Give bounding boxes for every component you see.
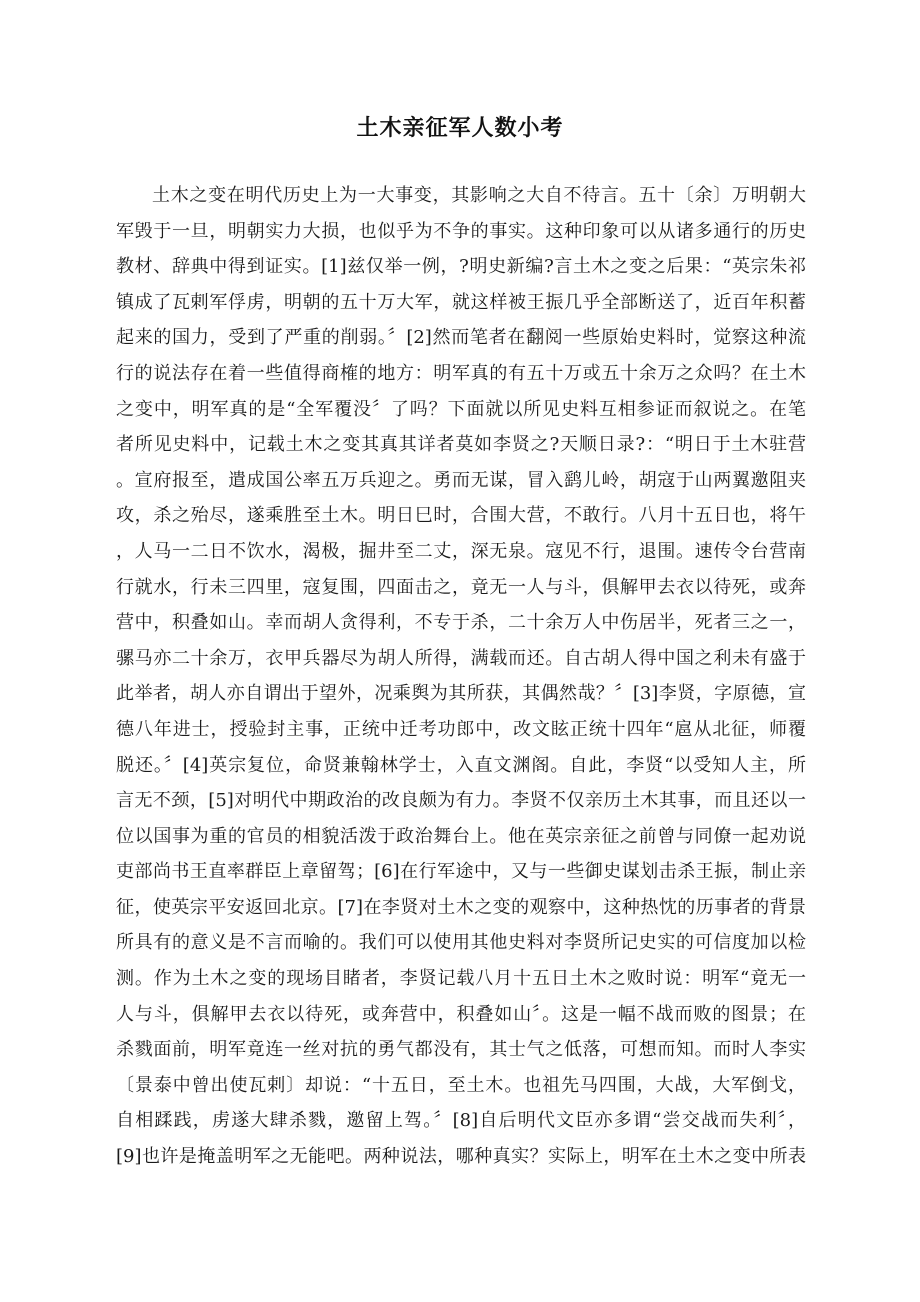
text-line: 起来的国力，受到了严重的削弱。〞[2]然而笔者在翻阅一些原始史料时，觉察这种流 bbox=[116, 327, 806, 349]
text-line: 行就水，行未三四里，寇复围，四面击之，竟无一人与斗，俱解甲去衣以待死，或奔 bbox=[116, 576, 806, 598]
text-line: 营中，积叠如山。幸而胡人贪得利，不专于杀，二十余万人中伤居半，死者三之一， bbox=[116, 612, 806, 634]
text-line: 军毁于一旦，明朝实力大损，也似乎为不争的事实。这种印象可以从诸多通行的历史 bbox=[116, 220, 806, 242]
text-line: 镇成了瓦剌军俘虏，明朝的五十万大军，就这样被王振几乎全部断送了，近百年积蓄 bbox=[116, 291, 806, 313]
text-line: 之变中，明军真的是“全军覆没〞了吗？下面就以所见史料互相参证而叙说之。在笔 bbox=[116, 398, 806, 420]
text-line: 自相蹂践，虏遂大肆杀戮，邀留上驾。〞[8]自后明代文臣亦多谓“尝交战而失利〞， bbox=[116, 1110, 806, 1132]
text-line: 言无不颈，[5]对明代中期政治的改良颇为有力。李贤不仅亲历土木其事，而且还以一 bbox=[116, 790, 806, 812]
text-line: 脱还。〞[4]英宗复位，命贤兼翰林学士，入直文渊阁。自此，李贤“以受知人主，所 bbox=[116, 754, 806, 776]
text-line: 吏部尚书王直率群臣上章留驾；[6]在行军途中，又与一些御史谋划击杀王振，制止亲 bbox=[116, 861, 806, 883]
text-line: 杀戮面前，明军竟连一丝对抗的勇气都没有，其士气之低落，可想而知。而时人李实 bbox=[116, 1039, 806, 1061]
text-line: ，人马一二日不饮水，渴极，掘井至二丈，深无泉。寇见不行，退围。速传令台营南 bbox=[116, 540, 806, 562]
text-line: 此举者，胡人亦自谓出于望外，况乘舆为其所获，其偶然哉？〞[3]李贤，字原德，宣 bbox=[116, 683, 806, 705]
text-line: 人与斗，俱解甲去衣以待死，或奔营中，积叠如山〞。这是一幅不战而败的图景；在 bbox=[116, 1003, 806, 1025]
text-line: 教材、辞典中得到证实。[1]兹仅举一例，?明史新编?言土木之变之后果：“英宗朱祁 bbox=[116, 256, 806, 278]
text-line: 所具有的意义是不言而喻的。我们可以使用其他史料对李贤所记史实的可信度加以检 bbox=[116, 932, 806, 954]
document-title: 土木亲征军人数小考 bbox=[356, 115, 564, 141]
text-line: 者所见史料中，记载土木之变其真其详者莫如李贤之?天顺日录?：“明日于土木驻营 bbox=[116, 434, 806, 456]
text-line: 行的说法存在着一些值得商榷的地方：明军真的有五十万或五十余万之众吗？在土木 bbox=[116, 362, 806, 384]
text-line: 测。作为土木之变的现场目睹者，李贤记载八月十五日土木之败时说：明军“竟无一 bbox=[116, 968, 806, 990]
text-line: 土木之变在明代历史上为一大事变，其影响之大自不待言。五十〔余〕万明朝大 bbox=[152, 185, 806, 206]
text-line: 〔景泰中曾出使瓦剌〕却说：“十五日，至土木。也祖先马四围，大战，大军倒戈， bbox=[116, 1074, 806, 1096]
text-line: 德八年进士，授验封主事，正统中迁考功郎中，改文眩正统十四年“扈从北征，师覆 bbox=[116, 718, 806, 740]
text-line: 攻，杀之殆尽，遂乘胜至土木。明日巳时，合围大营，不敢行。八月十五日也，将午 bbox=[116, 505, 806, 527]
text-line: [9]也许是掩盖明军之无能吧。两种说法，哪种真实？实际上，明军在土木之变中所表 bbox=[116, 1146, 806, 1168]
text-line: 。宣府报至，遣成国公率五万兵迎之。勇而无谋，冒入鹞儿岭，胡寇于山两翼邀阻夹 bbox=[116, 469, 806, 491]
document-body bbox=[116, 178, 806, 1175]
text-line: 征，使英宗平安返回北京。[7]在李贤对土木之变的观察中，这种热忱的历事者的背景 bbox=[116, 896, 806, 918]
text-line: 位以国事为重的官员的相貌活泼于政治舞台上。他在英宗亲征之前曾与同僚一起劝说 bbox=[116, 825, 806, 847]
text-line: 骡马亦二十余万，衣甲兵器尽为胡人所得，满载而还。自古胡人得中国之利未有盛于 bbox=[116, 647, 806, 669]
